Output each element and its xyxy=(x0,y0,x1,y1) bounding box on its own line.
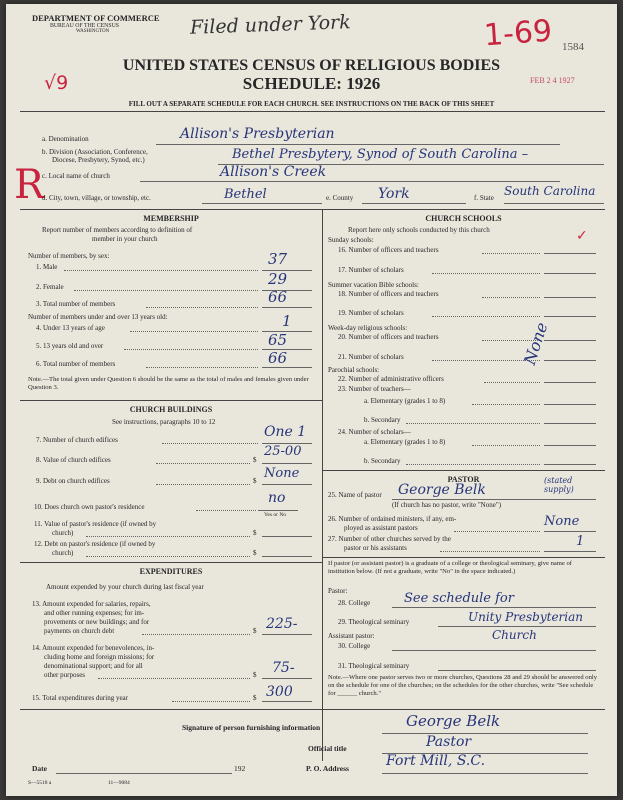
city-value: Bethel xyxy=(224,187,267,202)
q14-line-2: cluding home and foreign missions; for xyxy=(44,653,155,661)
q11-dollar: $ xyxy=(253,529,257,537)
county-value: York xyxy=(378,186,410,202)
q27-value: 1 xyxy=(576,534,585,549)
expenditures-sub: Amount expended by your church during last fiscal year xyxy=(46,583,204,591)
pastor-intro: If pastor (or assistant pastor) is a graduate of a college or theological seminary, give name of institution below. (If not a graduate, write "No" in the space indicated.) xyxy=(328,560,573,575)
pastor-heading: PASTOR xyxy=(447,475,480,484)
q14-line-1: 14. Amount expended for benevolences, in- xyxy=(32,644,155,652)
q16-label: 16. Number of officers and teachers xyxy=(338,246,439,254)
pastor-note: Note.—Where one pastor serves two or more churches, Questions 28 and 29 should be answered only on the schedule for one of the churches; on the schedules for the other churches, write "See schedule for ______ church." xyxy=(328,674,597,697)
department-name: DEPARTMENT OF COMMERCE xyxy=(32,13,160,23)
q18-label: 18. Number of officers and teachers xyxy=(338,290,439,298)
schools-check: ✓ xyxy=(576,228,588,244)
weekday-label: Week-day religious schools: xyxy=(328,324,408,332)
denomination-value: Allison's Presbyterian xyxy=(180,126,335,142)
q10-value: no xyxy=(268,490,286,506)
buildings-heading: CHURCH BUILDINGS xyxy=(129,405,213,414)
q30-label: 30. College xyxy=(338,642,371,650)
q14-line-3: denominational support; and for all xyxy=(44,662,143,670)
q3-label: 3. Total number of members xyxy=(36,300,116,308)
q23b-label: b. Secondary xyxy=(364,416,401,424)
form-title: UNITED STATES CENSUS OF RELIGIOUS BODIES xyxy=(122,57,501,74)
q13-value: 225- xyxy=(266,616,298,632)
q17-label: 17. Number of scholars xyxy=(338,266,404,274)
received-stamp: FEB 2 4 1927 xyxy=(530,76,575,85)
members-by-sex-label: Number of members, by sex: xyxy=(28,252,110,260)
pastor-subhead: Pastor: xyxy=(328,587,348,595)
serial-number: 1584 xyxy=(562,41,584,53)
q31-label: 31. Theological seminary xyxy=(338,662,410,670)
schools-sub: Report here only schools conducted by this church xyxy=(348,226,490,234)
local-name-value: Allison's Creek xyxy=(220,164,327,180)
q9-label: 9. Debt on church edifices xyxy=(36,477,110,485)
q2-label: 2. Female xyxy=(36,283,64,291)
q13-line-2: and other running expenses; for im- xyxy=(44,609,145,617)
schools-heading: CHURCH SCHOOLS xyxy=(425,214,502,223)
q8-dollar: $ xyxy=(253,456,257,464)
q8-label: 8. Value of church edifices xyxy=(36,456,111,464)
form-number: S—5518 a xyxy=(28,780,52,786)
q27-label-2: pastor or his assistants xyxy=(344,544,407,552)
q24-label: 24. Number of scholars— xyxy=(338,428,411,436)
q24b-label: b. Secondary xyxy=(364,457,401,465)
q15-label: 15. Total expenditures during year xyxy=(32,694,128,702)
q7-label: 7. Number of church edifices xyxy=(36,436,118,444)
instruction-line: FILL OUT A SEPARATE SCHEDULE FOR EACH CHURCH. SEE INSTRUCTIONS ON THE BACK OF THIS SHEET xyxy=(128,100,495,108)
q23-label: 23. Number of teachers— xyxy=(338,385,411,393)
q12-dollar: $ xyxy=(253,549,257,557)
date-label: Date xyxy=(32,764,47,773)
pastor-name-note: (stated supply) xyxy=(544,476,574,494)
census-form xyxy=(6,4,617,796)
q29-value-2: Church xyxy=(492,628,537,642)
q13-line-4: payments on church debt xyxy=(44,627,115,635)
date-year: 192 xyxy=(234,764,246,773)
q20-label: 20. Number of officers and teachers xyxy=(338,333,439,341)
q3-value: 66 xyxy=(268,288,288,306)
q4-label: 4. Under 13 years of age xyxy=(36,324,105,332)
q26-value: None xyxy=(544,514,580,529)
signature-value: George Belk xyxy=(406,712,501,730)
membership-note: Note.—The total given under Question 6 should be the same as the total of males and females given under Question 3. xyxy=(28,376,309,391)
parochial-label: Parochial schools: xyxy=(328,366,380,374)
county-label: e. County xyxy=(326,194,354,202)
q11-label-2: church) xyxy=(52,529,74,537)
q13-dollar: $ xyxy=(253,627,257,635)
division-label-1: b. Division (Association, Conference, xyxy=(42,148,148,156)
q24a-label: a. Elementary (grades 1 to 8) xyxy=(364,438,446,446)
q15-value: 300 xyxy=(266,684,293,700)
q10-label: 10. Does church own pastor's residence xyxy=(34,503,145,511)
schedule-title: SCHEDULE: 1926 xyxy=(242,74,381,93)
q26-label-1: 26. Number of ordained ministers, if any, em- xyxy=(328,515,457,523)
q14-dollar: $ xyxy=(253,671,257,679)
q19-label: 19. Number of scholars xyxy=(338,309,404,317)
membership-heading: MEMBERSHIP xyxy=(143,214,199,223)
q5-label: 5. 13 years old and over xyxy=(36,342,104,350)
q1-label: 1. Male xyxy=(36,263,58,271)
q29-label: 29. Theological seminary xyxy=(338,618,410,626)
q1-value: 37 xyxy=(268,250,288,268)
schools-none: None xyxy=(519,319,552,368)
yes-no-hint: Yes or No xyxy=(264,512,287,518)
r-mark: R xyxy=(14,162,45,208)
official-title-label: Official title xyxy=(308,744,347,753)
q22-label: 22. Number of administrative officers xyxy=(338,375,444,383)
signature-label: Signature of person furnishing information xyxy=(182,723,321,732)
q9-value: None xyxy=(264,466,300,481)
q25-label: 25. Name of pastor xyxy=(328,491,382,499)
q27-label-1: 27. Number of other churches served by the xyxy=(328,535,451,543)
denomination-label: a. Denomination xyxy=(42,135,89,143)
q13-line-3: provements or new buildings; and for xyxy=(44,618,150,626)
q6-value: 66 xyxy=(268,349,288,367)
membership-sub-1: Report number of members according to definition of xyxy=(42,226,193,234)
filed-note: Filed under York xyxy=(189,11,352,39)
expenditures-heading: EXPENDITURES xyxy=(139,567,203,576)
membership-sub-2: member in your church xyxy=(92,235,158,243)
official-title-value: Pastor xyxy=(426,734,472,750)
q23a-label: a. Elementary (grades 1 to 8) xyxy=(364,397,446,405)
division-label-2: Diocese, Presbytery, Synod, etc.) xyxy=(52,156,145,164)
po-address-label: P. O. Address xyxy=(306,764,349,773)
sunday-label: Sunday schools: xyxy=(328,236,374,244)
q25-hint: (If church has no pastor, write "None") xyxy=(392,501,502,509)
division-value: Bethel Presbytery, Synod of South Carolina – xyxy=(232,147,529,162)
local-name-label: c. Local name of church xyxy=(42,172,110,180)
po-address-value: Fort Mill, S.C. xyxy=(386,753,486,769)
q8-value: 25-00 xyxy=(264,444,302,459)
q26-label-2: ployed as assistant pastors xyxy=(344,524,418,532)
summer-label: Summer vacation Bible schools: xyxy=(328,281,419,289)
q7-value: One 1 xyxy=(264,424,307,440)
q21-label: 21. Number of scholars xyxy=(338,353,404,361)
q2-value: 29 xyxy=(268,270,288,288)
q5-value: 65 xyxy=(268,331,288,349)
q28-label: 28. College xyxy=(338,599,371,607)
q9-dollar: $ xyxy=(253,477,257,485)
q14-line-4: other purposes xyxy=(44,671,86,679)
assistant-subhead: Assistant pastor: xyxy=(328,632,375,640)
q29-value-1: Unity Presbyterian xyxy=(468,610,584,624)
file-number: 1-69 xyxy=(482,13,554,54)
print-number: 11—9084 xyxy=(108,780,130,786)
check-mark-note: √9 xyxy=(44,72,69,94)
q6-label: 6. Total number of members xyxy=(36,360,116,368)
state-label: f. State xyxy=(474,194,494,202)
bureau-name: BUREAU OF THE CENSUS xyxy=(50,23,119,29)
q4-value: 1 xyxy=(282,312,292,330)
q12-label-2: church) xyxy=(52,549,74,557)
q13-line-1: 13. Amount expended for salaries, repairs, xyxy=(32,600,151,608)
q14-value: 75- xyxy=(272,660,295,676)
q12-label-1: 12. Debt on pastor's residence (if owned by xyxy=(34,540,156,548)
pastor-name-value: George Belk xyxy=(398,482,486,498)
q11-label-1: 11. Value of pastor's residence (if owned by xyxy=(34,520,157,528)
state-value: South Carolina xyxy=(504,184,596,198)
bureau-city: WASHINGTON xyxy=(76,29,110,34)
q28-value: See schedule for xyxy=(404,591,514,606)
under-over-label: Number of members under and over 13 years old: xyxy=(28,313,168,321)
city-label: d. City, town, village, or township, etc. xyxy=(42,194,151,202)
buildings-sub: See instructions, paragraphs 10 to 12 xyxy=(112,418,216,426)
q15-dollar: $ xyxy=(253,694,257,702)
